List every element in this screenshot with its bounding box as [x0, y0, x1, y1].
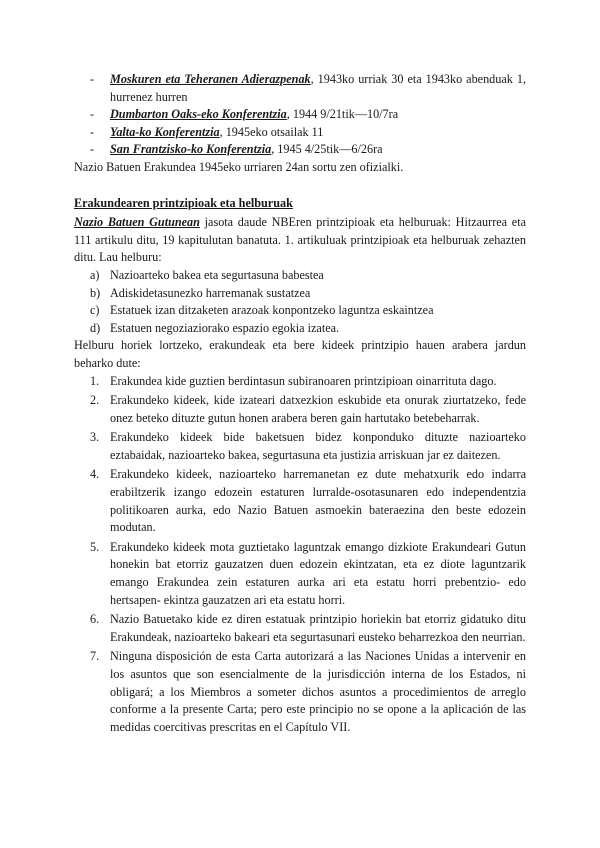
list-marker: 5. — [90, 539, 100, 554]
dash-bullet: - — [90, 124, 95, 139]
list-marker: 3. — [90, 430, 100, 445]
list-marker: 1. — [90, 373, 100, 388]
principles-intro: Helburu horiek lortzeko, erakundeak eta bere kideek printzipio hauen arabera jardun beharko dute: — [74, 338, 526, 370]
section-heading: Erakundearen printzipioak eta helburuak — [74, 195, 293, 210]
list-item — [74, 429, 526, 464]
list-item — [74, 285, 526, 303]
list-item — [74, 373, 526, 391]
dash-bullet: - — [90, 142, 95, 157]
principle-text: Erakundeko kideek bide baketsuen bidez konponduko dituzte nazioarteko eztabaidak, nazioarteko bakea, segurtasuna eta justizia arriskuan jar ez daitezen. — [110, 430, 526, 462]
charter-reference: Nazio Batuen Gutunean — [74, 215, 200, 230]
list-item — [74, 71, 526, 106]
list-marker: d) — [90, 320, 101, 335]
dash-bullet: - — [90, 107, 95, 122]
list-item — [74, 648, 526, 736]
principle-text: Erakundeko kideek, kide izateari datxezkion eskubide eta onurak ziurtatzeko, fede onez beteko dituzte gutun honen arabera beren gain hartutako betebeharrak. — [110, 393, 526, 425]
conference-name: Dumbarton Oaks-eko Konferentzia — [110, 107, 287, 122]
goals-list — [74, 267, 526, 337]
principle-text: Ninguna disposición de esta Carta autorizará a las Naciones Unidas a intervenir en los asuntos que son esencialmente de la jurisdicción interna de los Estados, ni obligará; a los Miembros a someter dichos asuntos a procedimientos de arreglo conforme a la presente Carta; pero este principio no se opone a la aplicación de las medidas coercitivas prescritas en el Capítulo VII. — [110, 649, 526, 734]
list-item — [74, 124, 526, 142]
list-item — [74, 539, 526, 609]
conference-name: Yalta-ko Konferentzia — [110, 124, 220, 139]
list-item — [74, 267, 526, 285]
intro-text: jasota daude NBEren printzipioak eta helburuak: Hitzaurrea eta 111 artikulu ditu, 19 kapitulutan banatuta. 1. artikuluak printzipioak eta helburuak zehazten ditu. Lau helburu: — [74, 215, 526, 265]
list-item — [74, 141, 526, 159]
conference-name: San Frantzisko-ko Konferentzia — [110, 142, 272, 157]
founding-paragraph: Nazio Batuen Erakundea 1945eko urriaren 24an sortu zen ofizialki. — [74, 159, 404, 174]
intro-paragraph — [74, 214, 526, 267]
goal-text: Nazioarteko bakea eta segurtasuna babestea — [110, 267, 324, 282]
goal-text: Estatuen negoziaziorako espazio egokia izatea. — [110, 320, 340, 335]
conference-list — [74, 71, 526, 159]
principle-text: Nazio Batuetako kide ez diren estatuak printzipio horiekin bat etorriz gidatuko ditu Erakundeak, nazioarteko bakeari eta segurtasunari eusteko beharrezkoa den neurrian. — [110, 612, 526, 644]
list-marker: 7. — [90, 649, 100, 664]
conference-detail: , 1944 9/21tik—10/7ra — [286, 107, 399, 122]
conference-detail: , 1945eko otsailak 11 — [219, 124, 324, 139]
list-item — [74, 466, 526, 536]
principle-text: Erakundeko kideek mota guztietako laguntzak emango dizkiote Erakundeari Gutun honekin bat etorriz gauzatzen duen edozein ekintzatan, eta ez diote laguntzarik emango Erakundea zein estaturen aurka ari eta estatu horri prebentzio- edo hertsapen- ekintza gauzatzen ari eta estatu horri. — [110, 539, 526, 607]
conference-detail: , 1943ko urriak 30 eta 1943ko abenduak 1, hurrenez hurren — [110, 72, 526, 104]
conference-name: Moskuren eta Teheranen Adierazpenak — [110, 72, 311, 86]
document-body — [74, 71, 526, 738]
dash-bullet: - — [90, 72, 95, 86]
list-item — [74, 611, 526, 646]
list-marker: b) — [90, 285, 101, 300]
list-item — [74, 392, 526, 427]
principle-text: Erakundeko kideek, nazioarteko harremanetan ez dute mehatxurik edo indarra erabiltzerik izango edozein estaturen lurralde-osotasunaren edo independentzia politikoaren aurka, edo Nazio Batuen asmoekin bateraezina den beste edozein modutan. — [110, 467, 526, 535]
list-item — [74, 106, 526, 124]
conference-detail: , 1945 4/25tik—6/26ra — [271, 142, 383, 157]
list-marker: 6. — [90, 612, 100, 627]
principles-list — [74, 373, 526, 737]
goal-text: Adiskidetasunezko harremanak sustatzea — [110, 285, 311, 300]
list-marker: 2. — [90, 393, 100, 408]
list-item — [74, 302, 526, 320]
list-marker: a) — [90, 267, 100, 282]
list-item — [74, 320, 526, 338]
principle-text: Erakundea kide guztien berdintasun subiranoaren printzipioan oinarrituta dago. — [110, 373, 497, 388]
goal-text: Estatuek izan ditzaketen arazoak konpontzeko laguntza eskaintzea — [110, 303, 434, 318]
spacer — [74, 177, 526, 195]
list-marker: 4. — [90, 467, 100, 482]
list-marker: c) — [90, 303, 100, 318]
